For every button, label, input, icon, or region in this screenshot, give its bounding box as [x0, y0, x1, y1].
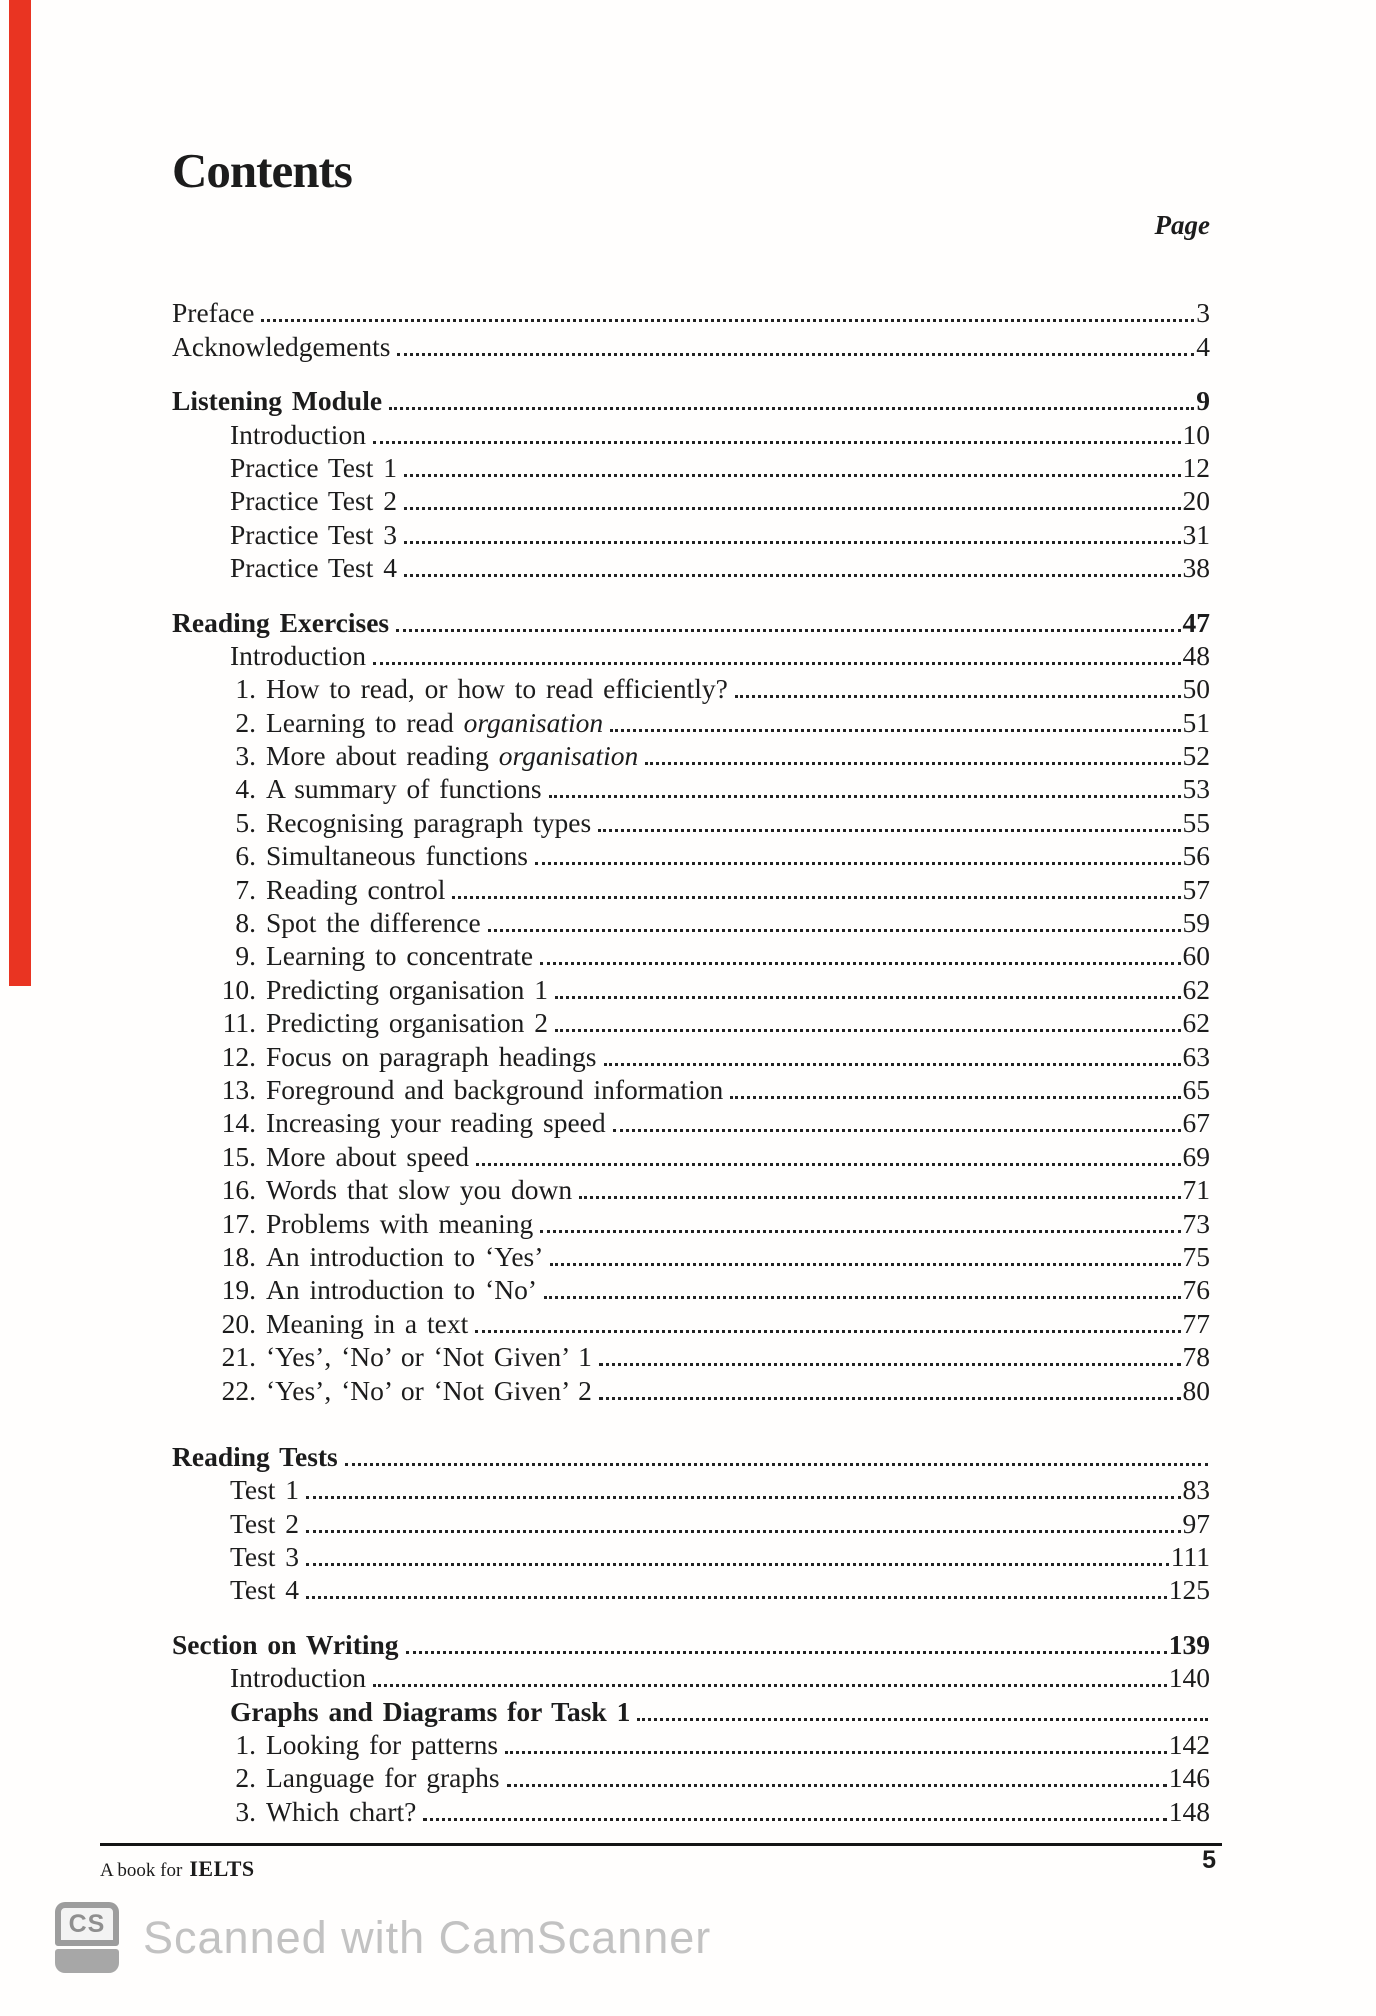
- dot-leader: [535, 862, 1181, 865]
- toc-entry-number: 16.: [221, 1174, 256, 1206]
- toc-entry-label: Which chart?: [266, 1795, 417, 1827]
- toc-row: [208, 1272, 1210, 1305]
- dot-leader: [476, 1163, 1180, 1166]
- toc-page-number: 57: [1182, 873, 1210, 905]
- toc-page-number: 47: [1182, 606, 1210, 638]
- toc-entry-number: 21.: [221, 1341, 256, 1373]
- toc-row: [172, 1626, 1210, 1659]
- dot-leader: [555, 996, 1181, 999]
- dot-leader: [555, 1029, 1181, 1032]
- toc-row: [208, 1305, 1210, 1338]
- toc-row: [230, 1472, 1210, 1505]
- toc-entry-label: Reading control: [266, 873, 446, 905]
- toc-page-number: 140: [1168, 1662, 1210, 1694]
- toc-page-number: 111: [1170, 1541, 1210, 1573]
- toc-entry-number: 2.: [235, 1762, 256, 1794]
- toc-row: [208, 1072, 1210, 1105]
- camscanner-logo-icon: CS: [55, 1902, 119, 1946]
- book-title-prefix: A book for: [100, 1860, 183, 1881]
- toc-entry-label: Practice Test 4: [230, 552, 397, 584]
- toc-page-number: 38: [1182, 552, 1210, 584]
- toc-row: [208, 838, 1210, 871]
- camscanner-watermark: [55, 1902, 711, 1973]
- toc-page-number: 139: [1168, 1628, 1210, 1660]
- toc-entry-number: 8.: [235, 907, 256, 939]
- toc-row: [208, 1172, 1210, 1205]
- toc-page-number: 69: [1182, 1140, 1210, 1172]
- page-title: Contents: [172, 143, 352, 198]
- dot-leader: [598, 829, 1180, 832]
- toc-entry-label: Section on Writing: [172, 1628, 399, 1660]
- dot-leader: [404, 541, 1181, 544]
- camscanner-logo: [55, 1902, 119, 1973]
- toc-page-number: 67: [1182, 1107, 1210, 1139]
- toc-entry-number: 12.: [221, 1040, 256, 1072]
- toc-row: [208, 804, 1210, 837]
- toc-page-number: 73: [1182, 1207, 1210, 1239]
- book-title-bold: IELTS: [189, 1856, 255, 1881]
- dot-leader: [404, 574, 1181, 577]
- toc-row: [208, 1339, 1210, 1372]
- toc-entry-label: Practice Test 1: [230, 451, 397, 483]
- toc-entry-number: 2.: [235, 706, 256, 738]
- dot-leader: [613, 1129, 1181, 1132]
- dot-leader: [599, 1397, 1181, 1400]
- toc-page-number: 3: [1196, 297, 1210, 329]
- toc-row: [230, 416, 1210, 449]
- dot-leader: [373, 441, 1181, 444]
- page-number-footer: 5: [1202, 1846, 1216, 1874]
- toc-entry-number: 7.: [235, 873, 256, 905]
- toc-entry-label: Focus on paragraph headings: [266, 1040, 597, 1072]
- toc-entry-label: Reading Exercises: [172, 606, 390, 638]
- toc-entry-label: ‘Yes’, ‘No’ or ‘Not Given’ 1: [266, 1341, 592, 1373]
- toc-page-number: 63: [1182, 1040, 1210, 1072]
- toc-entry-number: 1.: [235, 673, 256, 705]
- toc-row: [208, 704, 1210, 737]
- dot-leader: [404, 474, 1181, 477]
- toc-page-number: 20: [1182, 485, 1210, 517]
- camscanner-logo-flap: [55, 1949, 119, 1973]
- toc-row: [172, 295, 1210, 328]
- dot-leader: [610, 729, 1180, 732]
- toc-entry-label: Reading Tests: [172, 1440, 338, 1472]
- dot-leader: [404, 507, 1181, 510]
- dot-leader: [730, 1096, 1180, 1099]
- dot-leader: [373, 1684, 1167, 1687]
- toc-page-number: 9: [1196, 385, 1210, 417]
- dot-leader: [735, 695, 1181, 698]
- toc-entry-label: Words that slow you down: [266, 1174, 573, 1206]
- toc-entry-label: More about reading organisation: [266, 740, 639, 772]
- toc-page-number: 56: [1182, 840, 1210, 872]
- toc-row: [230, 1693, 1210, 1726]
- dot-leader: [306, 1596, 1167, 1599]
- dot-leader: [645, 762, 1180, 765]
- toc-row: [208, 1372, 1210, 1405]
- dot-leader: [599, 1363, 1181, 1366]
- toc-entry-label: A summary of functions: [266, 773, 542, 805]
- toc-row: [208, 738, 1210, 771]
- toc-row: [208, 771, 1210, 804]
- toc-page-number: 50: [1182, 673, 1210, 705]
- toc-page-number: 146: [1168, 1762, 1210, 1794]
- toc-row: [208, 905, 1210, 938]
- dot-leader: [406, 1651, 1167, 1654]
- dot-leader: [389, 407, 1194, 410]
- toc-entry-number: 19.: [221, 1274, 256, 1306]
- toc-row: [230, 1539, 1210, 1572]
- toc-entry-label: Acknowledgements: [172, 330, 391, 362]
- toc-page-number: 55: [1182, 806, 1210, 838]
- toc-row: [230, 638, 1210, 671]
- toc-entry-label: An introduction to ‘Yes’: [266, 1240, 544, 1272]
- toc-row: [208, 1727, 1210, 1760]
- toc-entry-label: Spot the difference: [266, 907, 481, 939]
- toc-row: [230, 1660, 1210, 1693]
- toc-page-number: 60: [1182, 940, 1210, 972]
- toc-entry-label: Problems with meaning: [266, 1207, 534, 1239]
- toc-entry-number: 17.: [221, 1207, 256, 1239]
- toc-entry-number: 9.: [235, 940, 256, 972]
- toc-entry-label: Introduction: [230, 1662, 366, 1694]
- toc-row: [208, 938, 1210, 971]
- toc-entry-label: Learning to concentrate: [266, 940, 534, 972]
- dot-leader: [423, 1818, 1166, 1821]
- toc-entry-label: Graphs and Diagrams for Task 1: [230, 1695, 631, 1727]
- toc-page-number: 62: [1182, 973, 1210, 1005]
- toc-page-number: 10: [1182, 418, 1210, 450]
- dot-leader: [579, 1196, 1180, 1199]
- toc-entry-label: ‘Yes’, ‘No’ or ‘Not Given’ 2: [266, 1374, 592, 1406]
- toc-entry-label: Test 3: [230, 1541, 300, 1573]
- dot-leader: [507, 1784, 1167, 1787]
- toc-entry-number: 15.: [221, 1140, 256, 1172]
- toc-row: [230, 483, 1210, 516]
- toc-page-number: 65: [1182, 1073, 1210, 1105]
- toc-row: [208, 1138, 1210, 1171]
- dot-leader: [637, 1718, 1208, 1721]
- toc-entry-label: Test 1: [230, 1474, 300, 1506]
- dot-leader: [397, 353, 1194, 356]
- toc-row: [172, 1439, 1210, 1472]
- toc-entry-number: 20.: [221, 1307, 256, 1339]
- toc-entry-number: 11.: [222, 1007, 256, 1039]
- toc-entry-label: Test 2: [230, 1507, 300, 1539]
- toc-row: [208, 1793, 1210, 1826]
- toc-entry-label: Meaning in a text: [266, 1307, 469, 1339]
- toc-entry-label: An introduction to ‘No’: [266, 1274, 537, 1306]
- toc-entry-label: Test 4: [230, 1574, 300, 1606]
- toc-page-number: 78: [1182, 1341, 1210, 1373]
- toc-page-number: 31: [1182, 518, 1210, 550]
- toc-entry-number: 1.: [235, 1729, 256, 1761]
- dot-leader: [475, 1330, 1180, 1333]
- toc-row: [230, 450, 1210, 483]
- book-title-footer: [100, 1856, 255, 1882]
- dot-leader: [306, 1530, 1180, 1533]
- toc-page-number: 59: [1182, 907, 1210, 939]
- toc-entry-label: Predicting organisation 2: [266, 1007, 548, 1039]
- dot-leader: [373, 662, 1181, 665]
- toc-page-number: 4: [1196, 330, 1210, 362]
- toc-row: [208, 971, 1210, 1004]
- dot-leader: [306, 1563, 1169, 1566]
- toc-page-number: 52: [1182, 740, 1210, 772]
- toc-entry-label: Practice Test 2: [230, 485, 397, 517]
- toc-row: [208, 871, 1210, 904]
- dot-leader: [396, 629, 1180, 632]
- toc-row: [208, 671, 1210, 704]
- toc-entry-label: Language for graphs: [266, 1762, 500, 1794]
- toc-row: [172, 604, 1210, 637]
- toc-entry-number: 5.: [235, 806, 256, 838]
- dot-leader: [452, 896, 1180, 899]
- toc-entry-number: 3.: [235, 1795, 256, 1827]
- dot-leader: [550, 1263, 1180, 1266]
- dot-leader: [604, 1063, 1181, 1066]
- toc-row: [208, 1760, 1210, 1793]
- toc-entry-label: Increasing your reading speed: [266, 1107, 606, 1139]
- dot-leader: [488, 929, 1181, 932]
- toc-page-number: 97: [1182, 1507, 1210, 1539]
- toc-entry-label: Introduction: [230, 418, 366, 450]
- toc-entry-label: Preface: [172, 297, 255, 329]
- toc-page-number: 148: [1168, 1795, 1210, 1827]
- dot-leader: [544, 1296, 1181, 1299]
- dot-leader: [345, 1463, 1208, 1466]
- toc-entry-label: Simultaneous functions: [266, 840, 528, 872]
- toc-row: [172, 383, 1210, 416]
- footer-rule: [100, 1843, 1222, 1846]
- toc-entry-number: 22.: [221, 1374, 256, 1406]
- toc-page-number: 71: [1182, 1174, 1210, 1206]
- toc-entry-label: Foreground and background information: [266, 1073, 724, 1105]
- toc-entry-number: 10.: [221, 973, 256, 1005]
- dot-leader: [261, 319, 1194, 322]
- dot-leader: [549, 795, 1181, 798]
- toc-page-number: 142: [1168, 1729, 1210, 1761]
- toc-row: [208, 1239, 1210, 1272]
- toc-page-number: 76: [1182, 1274, 1210, 1306]
- toc-entry-label: Listening Module: [172, 385, 383, 417]
- dot-leader: [540, 1230, 1180, 1233]
- table-of-contents: [172, 295, 1210, 1827]
- toc-row: [230, 550, 1210, 583]
- toc-entry-label: How to read, or how to read efficiently?: [266, 673, 728, 705]
- dot-leader: [306, 1496, 1180, 1499]
- toc-entry-label: Looking for patterns: [266, 1729, 499, 1761]
- toc-entry-label: Practice Test 3: [230, 518, 397, 550]
- toc-entry-label: Introduction: [230, 639, 366, 671]
- toc-row: [230, 516, 1210, 549]
- toc-entry-label: Learning to read organisation: [266, 706, 604, 738]
- toc-page-number: 75: [1182, 1240, 1210, 1272]
- toc-page-number: 12: [1182, 451, 1210, 483]
- toc-row: [230, 1505, 1210, 1538]
- toc-page-number: 62: [1182, 1007, 1210, 1039]
- toc-entry-number: 4.: [235, 773, 256, 805]
- toc-entry-number: 3.: [235, 740, 256, 772]
- toc-page-number: 83: [1182, 1474, 1210, 1506]
- toc-page-number: 48: [1182, 639, 1210, 671]
- toc-row: [172, 328, 1210, 361]
- toc-entry-label: More about speed: [266, 1140, 470, 1172]
- toc-page-number: 77: [1182, 1307, 1210, 1339]
- dot-leader: [505, 1751, 1167, 1754]
- toc-row: [208, 1105, 1210, 1138]
- page-column-label: Page: [1154, 210, 1210, 240]
- toc-page-number: 53: [1182, 773, 1210, 805]
- dot-leader: [540, 962, 1180, 965]
- toc-entry-number: 18.: [221, 1240, 256, 1272]
- toc-row: [208, 1038, 1210, 1071]
- toc-row: [230, 1572, 1210, 1605]
- toc-entry-number: 6.: [235, 840, 256, 872]
- camscanner-label: Scanned with CamScanner: [143, 1911, 712, 1963]
- toc-entry-label: Recognising paragraph types: [266, 806, 592, 838]
- toc-entry-number: 14.: [221, 1107, 256, 1139]
- toc-page-number: 125: [1168, 1574, 1210, 1606]
- toc-row: [208, 1205, 1210, 1238]
- toc-page-number: 51: [1182, 706, 1210, 738]
- toc-row: [208, 1005, 1210, 1038]
- scan-edge-stripe: [9, 0, 31, 986]
- toc-entry-label: Predicting organisation 1: [266, 973, 548, 1005]
- toc-entry-number: 13.: [221, 1073, 256, 1105]
- toc-page-number: 80: [1182, 1374, 1210, 1406]
